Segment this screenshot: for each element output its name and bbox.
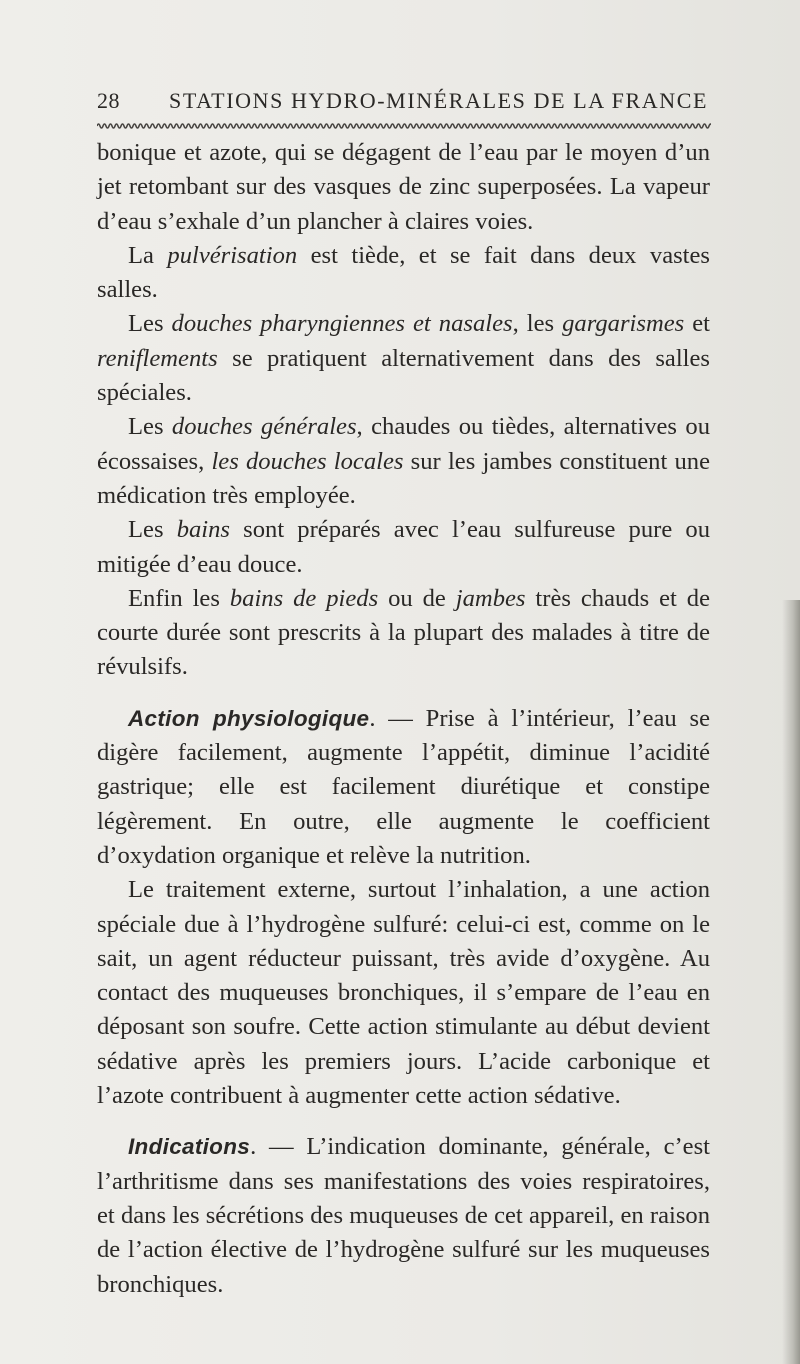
paragraph-indications: Indications. — L’indication dominante, générale, c’est l’arthritisme dans ses manifestations des voies respiratoires, et dans les sécrétions des muqueuses de cet appareil, en raison de l’action élective de l’hydrogène sulfuré sur les muqueuses bronchiques. [97, 1133, 710, 1298]
paragraph-3: Les douches pharyngiennes et nasales, les gargarismes et reniflements se pratiquent alternativement dans des salles spéciales. [97, 310, 710, 407]
page-number: 28 [97, 88, 120, 113]
section-heading-action: Action physiologique [128, 705, 370, 731]
running-head [97, 88, 717, 122]
paragraph-5: Les bains sont préparés avec l’eau sulfureuse pure ou mitigée d’eau douce. [97, 516, 710, 578]
decorative-wavy-rule [97, 121, 711, 131]
paragraph-1: bonique et azote, qui se dégagent de l’eau par le moyen d’un jet retombant sur des vasques de zinc superposées. La vapeur d’eau s’exhale d’un plancher à claires voies. [97, 139, 710, 235]
body-text [97, 136, 710, 1302]
header-title: STATIONS HYDRO-MINÉRALES DE LA FRANCE [169, 88, 709, 113]
paragraph-action-physiologique: Action physiologique. — Prise à l’intérieur, l’eau se digère facilement, augmente l’appétit, diminue l’acidité gastrique; elle est facilement diurétique et constipe légèrement. En outre, elle augmente le coefficient d’oxydation organique et relève la nutrition. [97, 704, 710, 869]
paragraph-6: Enfin les bains de pieds ou de jambes très chauds et de courte durée sont prescrits à la plupart des malades à titre de révulsifs. [97, 584, 711, 681]
section-heading-indications: Indications [128, 1134, 251, 1160]
paragraph-2: La pulvérisation est tiède, et se fait dans deux vastes salles. [97, 241, 710, 304]
paragraph-4: Les douches générales, chaudes ou tièdes, alternatives ou écossaises, les douches locales sur les jambes constituent une médication très employée. [97, 413, 711, 509]
paragraph-traitement-externe: Le traitement externe, surtout l’inhalation, a une action spéciale due à l’hydrogène sulfuré: celui-ci est, comme on le sait, un agent réducteur puissant, très avide d’oxygène. Au contact des muqueuses bronchiques, il s’empare de l’eau en déposant son soufre. Cette action stimulante au début devient sédative après les premiers jours. L’acide carbonique et l’azote contribuent à augmenter cette action sédative. [97, 876, 710, 1110]
page-edge-shadow [782, 600, 800, 1364]
